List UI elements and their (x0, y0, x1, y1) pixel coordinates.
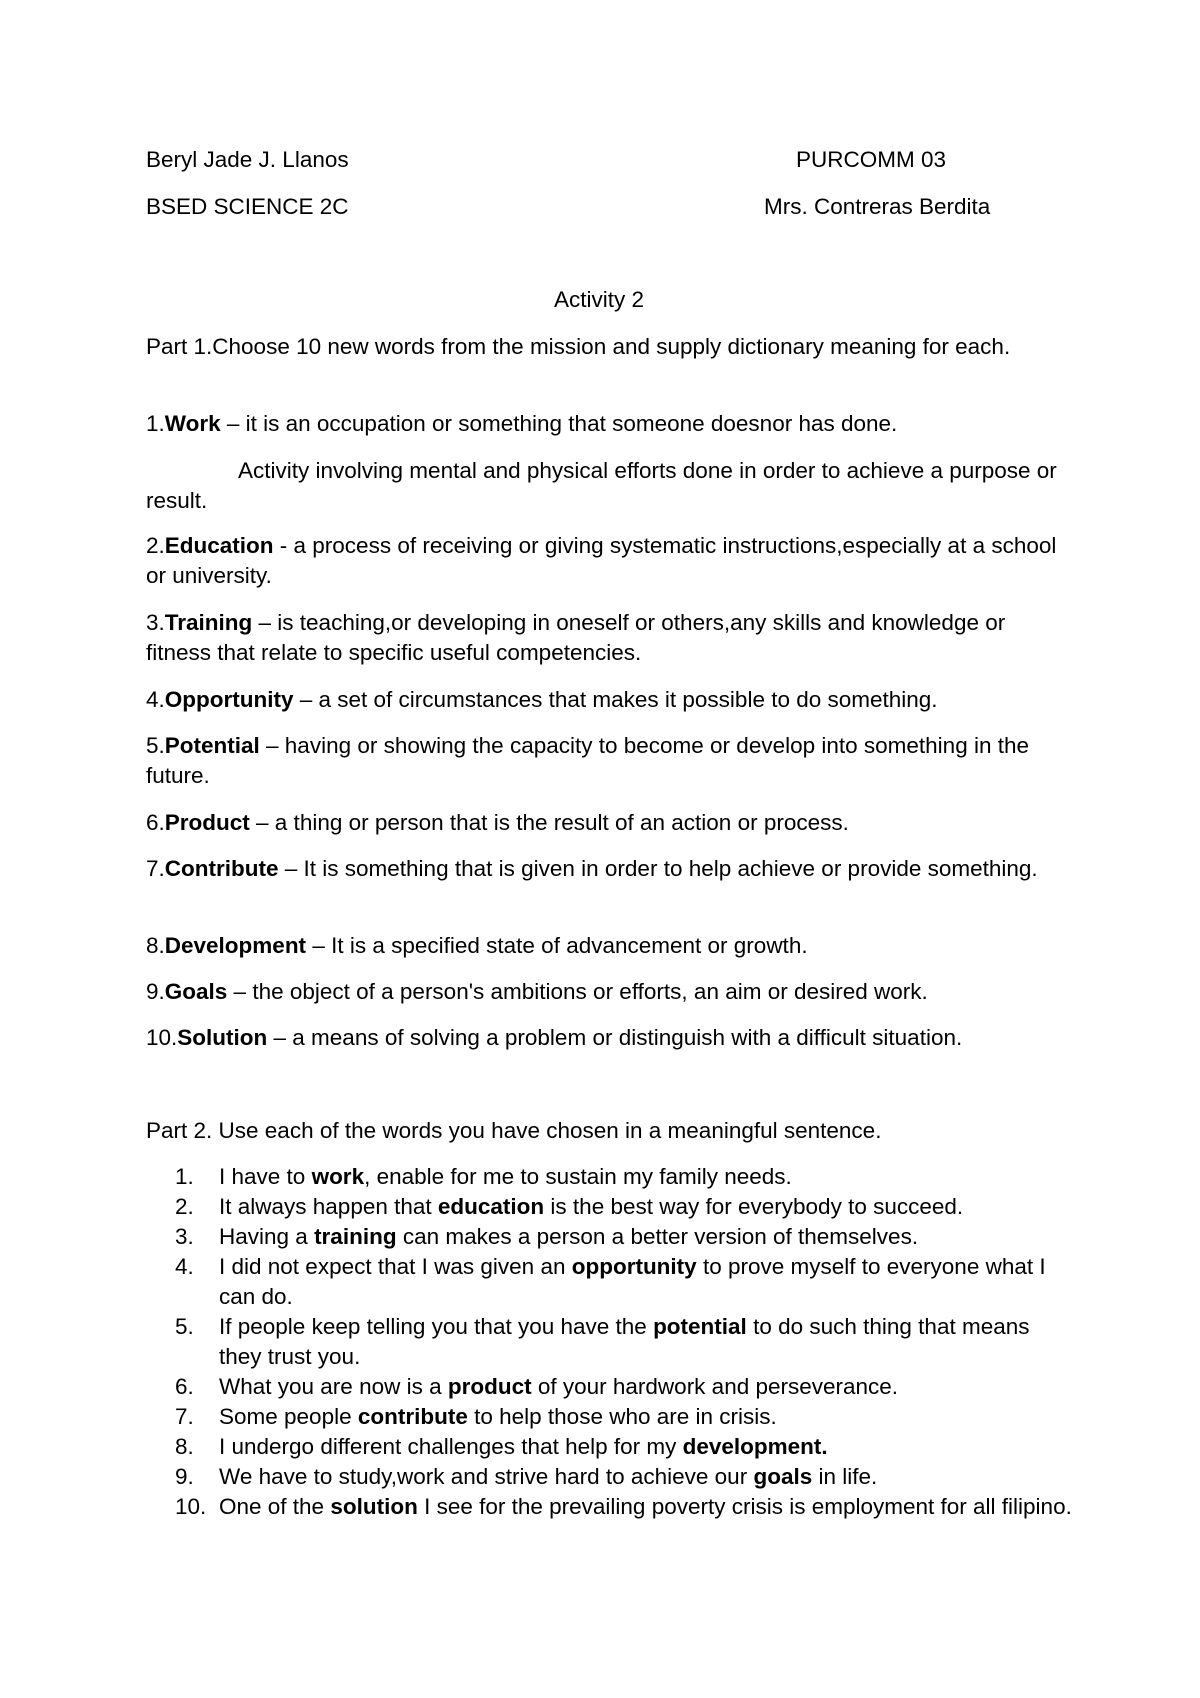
definition-text: – a thing or person that is the result of an action or process. (249, 810, 849, 835)
vocab-word: Education (164, 533, 274, 558)
item-number: 6. (146, 810, 165, 835)
part2-instruction: Part 2. Use each of the words you have chosen in a meaningful sentence. (146, 1118, 882, 1143)
instructor-name: Mrs. Contreras Berdita (764, 194, 991, 219)
part1-instruction: Part 1.Choose 10 new words from the mission and supply dictionary meaning for each. (146, 334, 1011, 359)
definition-text: – a means of solving a problem or distinguish with a difficult situation. (267, 1025, 963, 1050)
list-number: 10. (175, 1494, 207, 1519)
vocab-word: Potential (164, 733, 260, 758)
definition-item (146, 531, 1076, 591)
definition-text: – It is something that is given in order to help achieve or provide something. (278, 856, 1038, 881)
item-number: 10. (146, 1025, 178, 1050)
definition-text: – having or showing the capacity to become or develop into something in the future. (146, 733, 1029, 788)
vocab-word: Opportunity (164, 687, 294, 712)
sentence-text: We have to study,work and strive hard to achieve our goals in life. (219, 1464, 878, 1489)
definition-item (146, 1023, 1076, 1053)
item-number: 3. (146, 610, 165, 635)
vocab-word: Product (164, 810, 250, 835)
item-number: 8. (146, 933, 165, 958)
definition-item (146, 731, 1076, 791)
list-number: 4. (175, 1254, 194, 1279)
definition-item (146, 977, 1076, 1007)
definition-text: – is teaching,or developing in oneself or others,any skills and knowledge or fitness that relate to specific useful competencies. (146, 610, 1006, 665)
vocab-word: Development (164, 933, 307, 958)
list-number: 2. (175, 1194, 194, 1219)
sentence-text: I did not expect that I was given an opportunity to prove myself to everyone what I can do. (219, 1254, 1046, 1309)
vocab-word: Goals (164, 979, 228, 1004)
item-number: 2. (146, 533, 165, 558)
sentence-text: One of the solution I see for the prevailing poverty crisis is employment for all filipino. (219, 1494, 1072, 1519)
definition-text: – the object of a person's ambitions or efforts, an aim or desired work. (227, 979, 928, 1004)
definition-item (146, 931, 1076, 961)
list-number: 3. (175, 1224, 194, 1249)
list-number: 1. (175, 1164, 194, 1189)
sentence-text: Some people contribute to help those who are in crisis. (219, 1404, 777, 1429)
definition-text: – it is an occupation or something that someone doesnor has done. (220, 411, 898, 436)
item-number: 5. (146, 733, 165, 758)
item-number: 9. (146, 979, 165, 1004)
item-number: 7. (146, 856, 165, 881)
definition-item (146, 685, 1076, 715)
definition-text: – a set of circumstances that makes it possible to do something. (293, 687, 938, 712)
list-number: 8. (175, 1434, 194, 1459)
definition-item (146, 608, 1076, 668)
list-number: 9. (175, 1464, 194, 1489)
sentence-text: It always happen that education is the best way for everybody to succeed. (219, 1194, 964, 1219)
definition-item (146, 409, 1076, 439)
vocab-word: Solution (177, 1025, 268, 1050)
student-name: Beryl Jade J. Llanos (146, 147, 349, 172)
sentence-text: I have to work, enable for me to sustain my family needs. (219, 1164, 792, 1189)
list-number: 5. (175, 1314, 194, 1339)
item-number: 4. (146, 687, 165, 712)
sentence-text: If people keep telling you that you have the potential to do such thing that means they trust you. (219, 1314, 1030, 1369)
definition-continuation: Activity involving mental and physical efforts done in order to achieve a purpose or result. (146, 458, 1057, 513)
student-section: BSED SCIENCE 2C (146, 194, 349, 219)
page-title: Activity 2 (554, 287, 645, 312)
list-number: 7. (175, 1404, 194, 1429)
vocab-word: Contribute (164, 856, 279, 881)
definition-text: – It is a specified state of advancement or growth. (306, 933, 808, 958)
sentence-text: I undergo different challenges that help for my development. (219, 1434, 828, 1459)
sentence-text: What you are now is a product of your hardwork and perseverance. (219, 1374, 899, 1399)
definition-text: - a process of receiving or giving systematic instructions,especially at a school or university. (146, 533, 1057, 588)
sentence-text: Having a training can makes a person a better version of themselves. (219, 1224, 919, 1249)
item-number: 1. (146, 411, 165, 436)
vocab-word: Training (164, 610, 253, 635)
definition-item (146, 808, 1076, 838)
list-number: 6. (175, 1374, 194, 1399)
course-code: PURCOMM 03 (796, 147, 947, 172)
vocab-word: Work (164, 411, 221, 436)
definition-item (146, 854, 1076, 884)
